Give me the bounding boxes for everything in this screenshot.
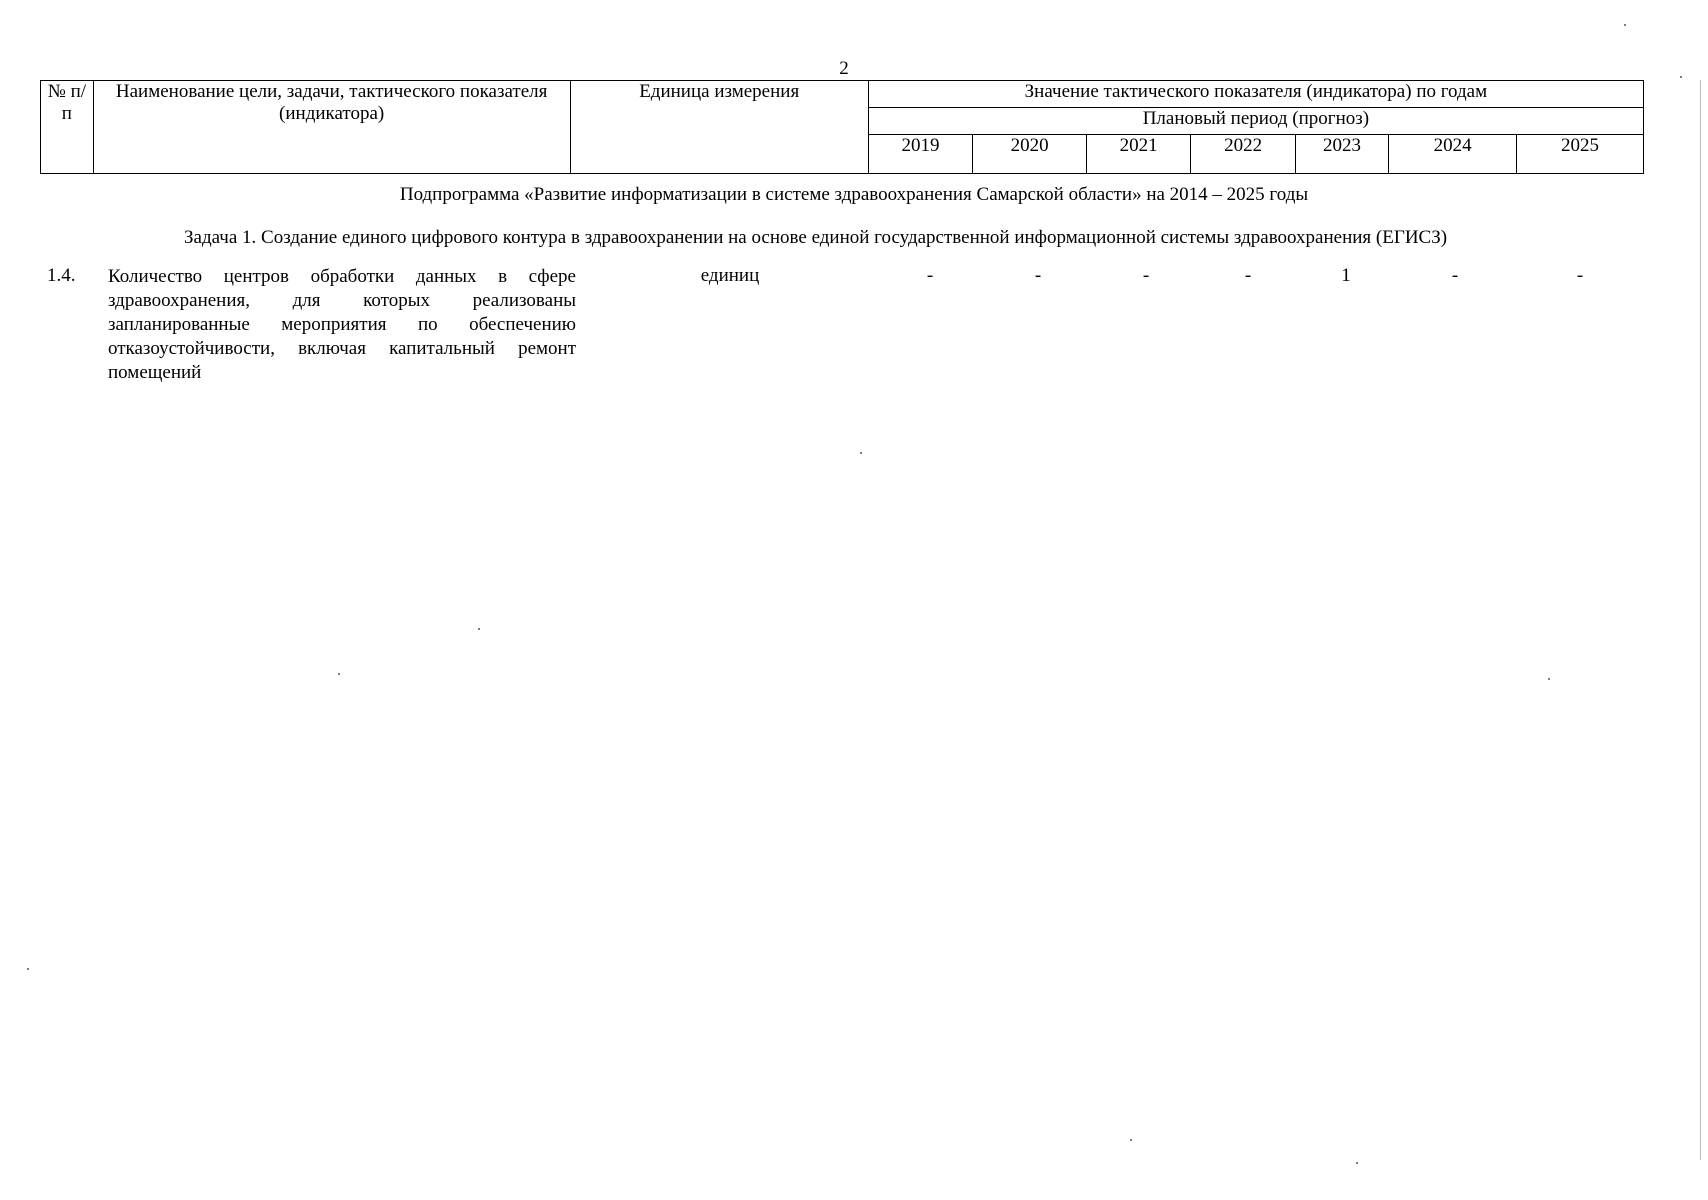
indicator-value-2025: - — [1576, 265, 1584, 286]
scan-speck — [1680, 76, 1682, 78]
scan-speck — [27, 968, 29, 970]
scan-speck — [1624, 24, 1626, 26]
indicator-value-2020: - — [1034, 265, 1042, 286]
header-values-label: Значение тактического показателя (индикатора) по годам — [1024, 81, 1488, 102]
indicator-row-number: 1.4. — [47, 265, 76, 286]
scan-speck — [1356, 1162, 1358, 1164]
header-year-2023: 2023 — [1295, 135, 1388, 174]
scan-speck — [860, 452, 862, 454]
header-number-cell — [41, 81, 94, 174]
indicator-value-2019: - — [926, 265, 934, 286]
header-number-label: № п/п — [47, 81, 87, 124]
header-planned-period-label: Плановый период (прогноз) — [1142, 108, 1370, 129]
header-planned-period-cell — [868, 108, 1643, 135]
header-year-2024: 2024 — [1389, 135, 1517, 174]
scan-speck — [1130, 1139, 1132, 1141]
header-unit-label: Единица измерения — [639, 81, 800, 102]
header-year-2019: 2019 — [868, 135, 972, 174]
task-title: Задача 1. Создание единого цифрового контура в здравоохранении на основе единой государственной информационной системы здравоохранения (ЕГИСЗ) — [184, 227, 1448, 248]
scan-edge-line — [1700, 80, 1701, 1160]
scan-speck — [338, 673, 340, 675]
scan-speck — [1548, 678, 1550, 680]
header-year-2022: 2022 — [1191, 135, 1295, 174]
indicator-value-2024: - — [1451, 265, 1459, 286]
indicator-value-2023: 1 — [1341, 265, 1351, 286]
indicator-row-name: Количество центров обработки данных в сфере здравоохранения, для которых реализованы запланированные мероприятия по обеспечению отказоустойчивости, включая капитальный ремонт помещений — [108, 266, 576, 383]
header-year-2025: 2025 — [1517, 135, 1644, 174]
header-year-2021: 2021 — [1086, 135, 1190, 174]
header-year-2020: 2020 — [973, 135, 1087, 174]
indicator-table-header — [40, 80, 1644, 174]
subprogram-title: Подпрограмма «Развитие информатизации в системе здравоохранения Самарской области» на 2014 – 2025 годы — [399, 184, 1309, 205]
indicator-row-unit: единиц — [700, 265, 760, 286]
header-name-label: Наименование цели, задачи, тактического показателя (индикатора) — [115, 81, 548, 124]
header-name-cell — [93, 81, 570, 174]
indicator-value-2022: - — [1244, 265, 1252, 286]
page-number: 2 — [839, 58, 849, 79]
indicator-value-2021: - — [1142, 265, 1150, 286]
scan-speck — [478, 628, 480, 630]
header-values-cell — [868, 81, 1643, 108]
header-unit-cell — [570, 81, 868, 174]
